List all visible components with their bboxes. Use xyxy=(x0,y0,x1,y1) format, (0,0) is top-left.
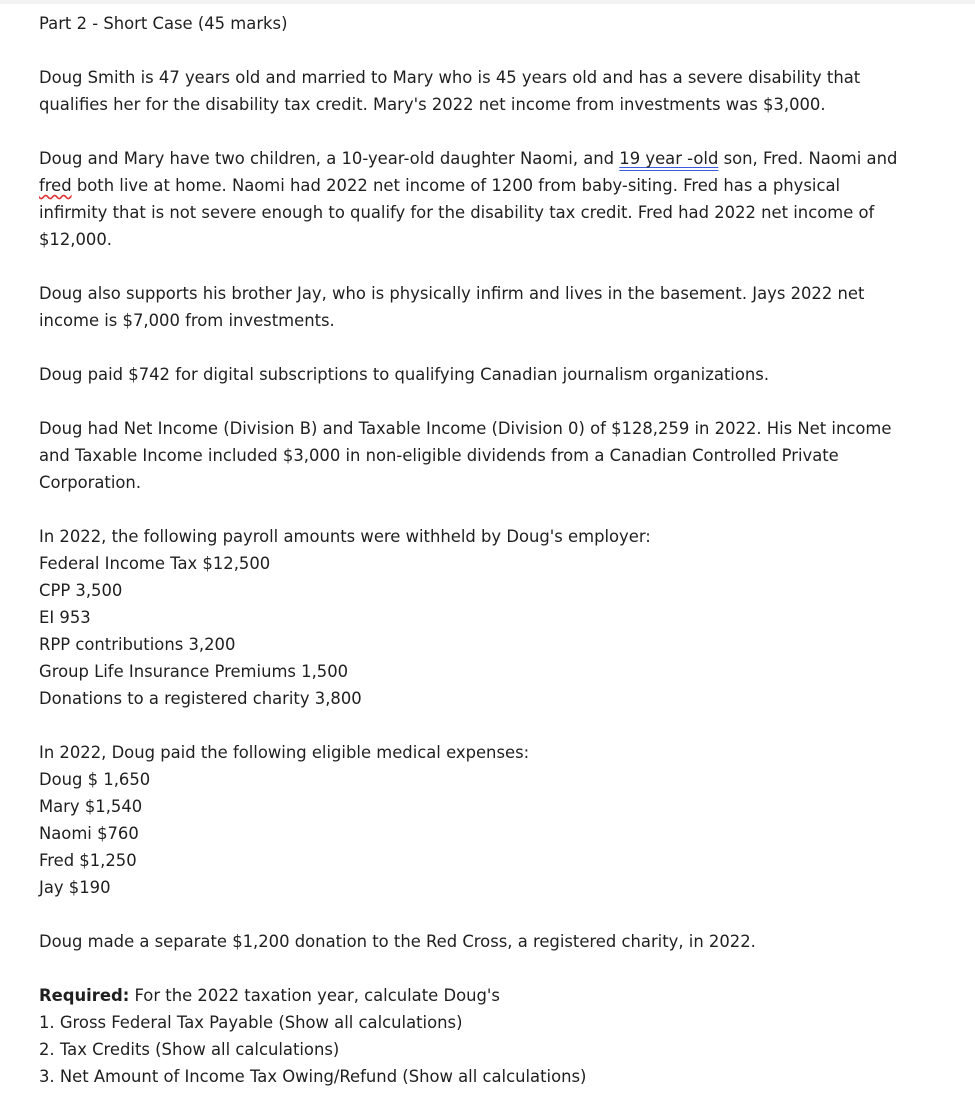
paragraph-family xyxy=(39,64,959,118)
paragraph-line: qualifies her for the disability tax credit. Mary's 2022 net income from investments was $3,000. xyxy=(39,95,826,114)
grammar-flag-underline[interactable]: 19 year -old xyxy=(619,149,719,168)
medical-item: Jay $190 xyxy=(39,878,111,897)
paragraph-line: infirmity that is not severe enough to qualify for the disability tax credit. Fred had 2022 net income of xyxy=(39,203,875,222)
text-segment: Doug and Mary have two children, a 10-year-old daughter Naomi, and xyxy=(39,149,620,168)
medical-item: Mary $1,540 xyxy=(39,797,143,816)
paragraph-line: and Taxable Income included $3,000 in non-eligible dividends from a Canadian Controlled Private xyxy=(39,446,839,465)
payroll-item: Group Life Insurance Premiums 1,500 xyxy=(39,662,349,681)
paragraph-line: Doug also supports his brother Jay, who is physically infirm and lives in the basement. Jays 2022 net xyxy=(39,284,865,303)
paragraph-income xyxy=(39,415,959,496)
payroll-item: RPP contributions 3,200 xyxy=(39,635,236,654)
paragraph-line: Corporation. xyxy=(39,473,142,492)
document-body xyxy=(39,0,959,1090)
medical-item: Fred $1,250 xyxy=(39,851,137,870)
paragraph-subscriptions xyxy=(39,361,959,388)
spelling-flag-underline[interactable]: fred xyxy=(39,176,72,195)
payroll-item: CPP 3,500 xyxy=(39,581,123,600)
required-text: For the 2022 taxation year, calculate Doug's xyxy=(129,986,500,1005)
required-label: Required: xyxy=(39,986,130,1005)
medical-item: Naomi $760 xyxy=(39,824,139,843)
required-section xyxy=(39,982,959,1090)
required-item: 2. Tax Credits (Show all calculations) xyxy=(39,1040,340,1059)
payroll-intro: In 2022, the following payroll amounts were withheld by Doug's employer: xyxy=(39,527,651,546)
required-heading xyxy=(39,982,959,1009)
medical-item: Doug $ 1,650 xyxy=(39,770,151,789)
paragraph-children xyxy=(39,145,959,253)
text-segment: both live at home. Naomi had 2022 net income of 1200 from baby-siting. Fred has a physical xyxy=(71,176,841,195)
paragraph-line xyxy=(39,145,959,172)
paragraph-brother xyxy=(39,280,959,334)
paragraph-line: income is $7,000 from investments. xyxy=(39,311,335,330)
medical-intro: In 2022, Doug paid the following eligible medical expenses: xyxy=(39,743,530,762)
required-item: 1. Gross Federal Tax Payable (Show all calculations) xyxy=(39,1013,463,1032)
paragraph-line: Doug had Net Income (Division B) and Taxable Income (Division 0) of $128,259 in 2022. His Net income xyxy=(39,419,892,438)
paragraph-line xyxy=(39,172,959,199)
paragraph-line: Doug made a separate $1,200 donation to the Red Cross, a registered charity, in 2022. xyxy=(39,932,756,951)
medical-section xyxy=(39,739,959,901)
paragraph-line: Doug paid $742 for digital subscriptions to qualifying Canadian journalism organizations. xyxy=(39,365,770,384)
payroll-item: Federal Income Tax $12,500 xyxy=(39,554,271,573)
payroll-section xyxy=(39,523,959,712)
case-title: Part 2 - Short Case (45 marks) xyxy=(39,14,288,33)
paragraph-line: Doug Smith is 47 years old and married to Mary who is 45 years old and has a severe disability that xyxy=(39,68,861,87)
paragraph-red-cross xyxy=(39,928,959,955)
required-item: 3. Net Amount of Income Tax Owing/Refund (Show all calculations) xyxy=(39,1067,587,1086)
payroll-item: EI 953 xyxy=(39,608,91,627)
paragraph-line: $12,000. xyxy=(39,230,112,249)
payroll-item: Donations to a registered charity 3,800 xyxy=(39,689,362,708)
text-segment: son, Fred. Naomi and xyxy=(718,149,898,168)
